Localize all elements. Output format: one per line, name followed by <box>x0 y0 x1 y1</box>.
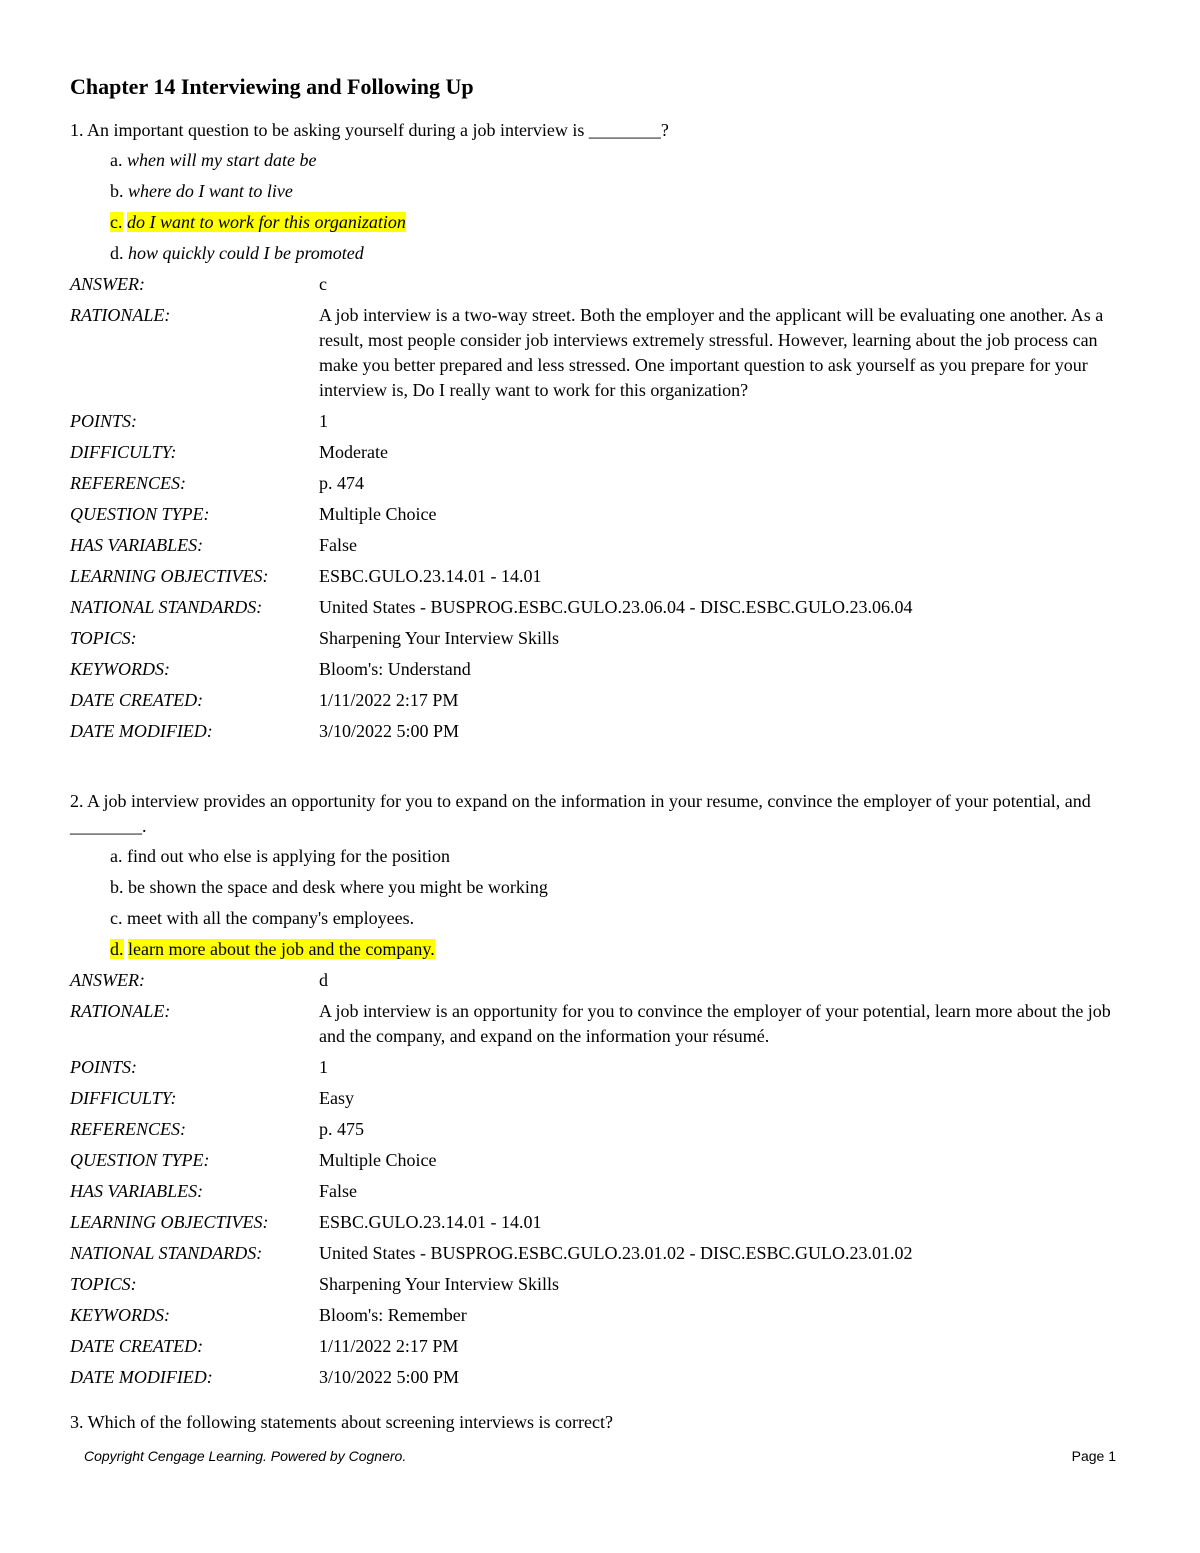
option-label: a. <box>110 150 123 170</box>
option-label: d. <box>110 243 124 263</box>
question-stem: 1. An important question to be asking yourself during a job interview is ________? <box>70 120 669 140</box>
option-c-correct <box>70 207 1140 238</box>
meta-value: False <box>319 1181 357 1201</box>
meta-key: POINTS: <box>70 1057 137 1077</box>
meta-key: NATIONAL STANDARDS: <box>70 597 263 617</box>
question-2 <box>70 789 1140 1393</box>
meta-row-references <box>70 468 1140 499</box>
answer-options <box>70 841 1140 965</box>
option-b <box>70 872 1140 903</box>
option-text: do I want to work for this organization <box>127 212 406 232</box>
option-a <box>70 145 1140 176</box>
meta-value: Easy <box>319 1088 354 1108</box>
meta-value: c <box>319 274 327 294</box>
meta-row-question-type <box>70 1145 1140 1176</box>
meta-value: A job interview is a two-way street. Both the employer and the applicant will be evaluating one another. As a result, most people consider job interviews extremely stressful. However, learning about the job process can make you better prepared and less stressed. One important question to ask yourself as you prepare for your interview is, Do I really want to work for this organization? <box>319 305 1104 400</box>
meta-row-references <box>70 1114 1140 1145</box>
meta-key: QUESTION TYPE: <box>70 504 210 524</box>
option-text: where do I want to live <box>128 181 293 201</box>
meta-value: p. 474 <box>319 473 364 493</box>
meta-key: KEYWORDS: <box>70 1305 170 1325</box>
meta-row-difficulty <box>70 437 1140 468</box>
meta-row-difficulty <box>70 1083 1140 1114</box>
meta-key: QUESTION TYPE: <box>70 1150 210 1170</box>
meta-key: DIFFICULTY: <box>70 442 177 462</box>
meta-row-topics <box>70 623 1140 654</box>
meta-row-question-type <box>70 499 1140 530</box>
meta-value: United States - BUSPROG.ESBC.GULO.23.06.04 - DISC.ESBC.GULO.23.06.04 <box>319 597 913 617</box>
meta-key: DATE MODIFIED: <box>70 1367 213 1387</box>
meta-key: NATIONAL STANDARDS: <box>70 1243 263 1263</box>
meta-key: LEARNING OBJECTIVES: <box>70 1212 269 1232</box>
meta-value: ESBC.GULO.23.14.01 - 14.01 <box>319 566 542 586</box>
option-text: when will my start date be <box>127 150 317 170</box>
answer-options <box>70 145 1140 269</box>
meta-row-learning-objectives <box>70 1207 1140 1238</box>
option-text: meet with all the company's employees. <box>127 908 415 928</box>
option-text: find out who else is applying for the position <box>127 846 450 866</box>
meta-value: 3/10/2022 5:00 PM <box>319 721 460 741</box>
option-b <box>70 176 1140 207</box>
meta-row-keywords <box>70 1300 1140 1331</box>
meta-value: Sharpening Your Interview Skills <box>319 628 559 648</box>
question-stem: 2. A job interview provides an opportunity for you to expand on the information in your resume, convince the employer of your potential, and ________. <box>70 791 1091 836</box>
meta-row-national-standards <box>70 592 1140 623</box>
meta-key: LEARNING OBJECTIVES: <box>70 566 269 586</box>
option-label: c. <box>110 908 123 928</box>
meta-key: TOPICS: <box>70 628 137 648</box>
meta-row-date-created <box>70 685 1140 716</box>
page-number: Page 1 <box>1071 1448 1116 1464</box>
meta-key: HAS VARIABLES: <box>70 535 204 555</box>
meta-row-rationale <box>70 300 1140 406</box>
meta-key: HAS VARIABLES: <box>70 1181 204 1201</box>
meta-value: Sharpening Your Interview Skills <box>319 1274 559 1294</box>
meta-row-has-variables <box>70 1176 1140 1207</box>
meta-key: TOPICS: <box>70 1274 137 1294</box>
meta-key: RATIONALE: <box>70 305 171 325</box>
meta-row-points <box>70 1052 1140 1083</box>
option-label: c. <box>110 212 123 232</box>
meta-value: 1 <box>319 411 328 431</box>
meta-row-has-variables <box>70 530 1140 561</box>
question-metadata <box>70 269 1140 747</box>
meta-value: Multiple Choice <box>319 1150 437 1170</box>
option-text: how quickly could I be promoted <box>128 243 364 263</box>
meta-key: DATE MODIFIED: <box>70 721 213 741</box>
meta-key: ANSWER: <box>70 274 145 294</box>
meta-value: United States - BUSPROG.ESBC.GULO.23.01.02 - DISC.ESBC.GULO.23.01.02 <box>319 1243 913 1263</box>
meta-value: d <box>319 970 328 990</box>
meta-row-date-modified <box>70 716 1140 747</box>
option-text: be shown the space and desk where you might be working <box>128 877 548 897</box>
question-metadata <box>70 965 1140 1393</box>
meta-key: DIFFICULTY: <box>70 1088 177 1108</box>
copyright-text: Copyright Cengage Learning. Powered by Cognero. <box>84 1448 407 1464</box>
option-d <box>70 238 1140 269</box>
meta-key: RATIONALE: <box>70 1001 171 1021</box>
option-label: a. <box>110 846 123 866</box>
question-1 <box>70 118 1140 747</box>
meta-row-date-created <box>70 1331 1140 1362</box>
meta-row-points <box>70 406 1140 437</box>
meta-value: 1/11/2022 2:17 PM <box>319 690 459 710</box>
option-label: d. <box>110 939 124 959</box>
meta-key: KEYWORDS: <box>70 659 170 679</box>
meta-value: A job interview is an opportunity for you to convince the employer of your potential, learn more about the job and the company, and expand on the information your résumé. <box>319 1001 1111 1046</box>
meta-row-keywords <box>70 654 1140 685</box>
meta-key: POINTS: <box>70 411 137 431</box>
option-label: b. <box>110 181 124 201</box>
meta-value: Multiple Choice <box>319 504 437 524</box>
meta-row-answer <box>70 269 1140 300</box>
question-3-stem: 3. Which of the following statements about screening interviews is correct? <box>70 1412 614 1432</box>
option-label: b. <box>110 877 124 897</box>
meta-key: REFERENCES: <box>70 473 186 493</box>
page-title: Chapter 14 Interviewing and Following Up <box>70 74 474 99</box>
meta-value: Bloom's: Remember <box>319 1305 467 1325</box>
meta-value: Bloom's: Understand <box>319 659 471 679</box>
meta-row-learning-objectives <box>70 561 1140 592</box>
meta-value: 1/11/2022 2:17 PM <box>319 1336 459 1356</box>
meta-key: DATE CREATED: <box>70 690 204 710</box>
meta-value: p. 475 <box>319 1119 364 1139</box>
meta-value: False <box>319 535 357 555</box>
meta-value: 3/10/2022 5:00 PM <box>319 1367 460 1387</box>
meta-key: DATE CREATED: <box>70 1336 204 1356</box>
meta-row-rationale <box>70 996 1140 1052</box>
meta-key: ANSWER: <box>70 970 145 990</box>
meta-row-national-standards <box>70 1238 1140 1269</box>
meta-row-date-modified <box>70 1362 1140 1393</box>
meta-row-topics <box>70 1269 1140 1300</box>
meta-value: Moderate <box>319 442 388 462</box>
meta-row-answer <box>70 965 1140 996</box>
option-c <box>70 903 1140 934</box>
meta-key: REFERENCES: <box>70 1119 186 1139</box>
option-d-correct <box>70 934 1140 965</box>
option-a <box>70 841 1140 872</box>
meta-value: ESBC.GULO.23.14.01 - 14.01 <box>319 1212 542 1232</box>
option-text: learn more about the job and the company. <box>128 939 435 959</box>
meta-value: 1 <box>319 1057 328 1077</box>
